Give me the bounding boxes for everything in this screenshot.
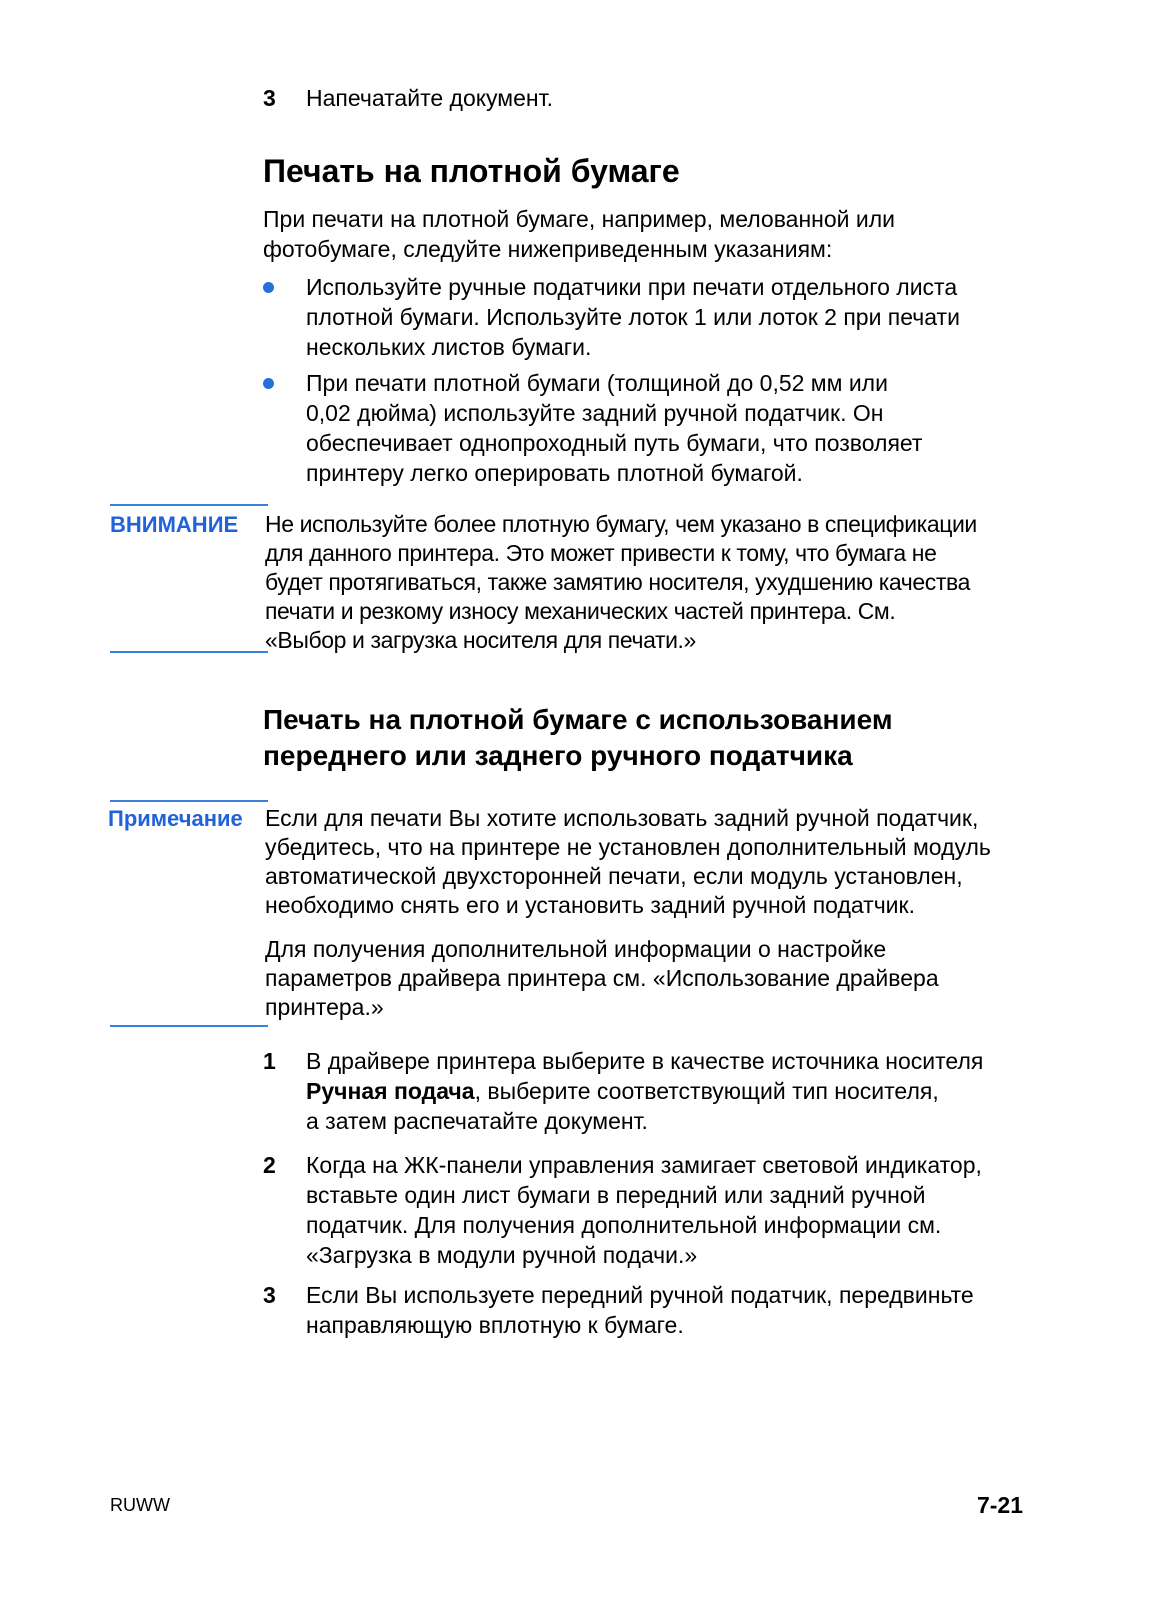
intro-paragraph: При печати на плотной бумаге, например, мелованной или фотобумаге, следуйте нижеприведенным указаниям: xyxy=(263,206,895,262)
note-top-rule xyxy=(110,800,268,802)
bullet-item: Используйте ручные податчики при печати отдельного листа плотной бумаги. Используйте лоток 1 или лоток 2 при печати нескольких листов бумаги. xyxy=(306,274,960,360)
caution-bottom-rule xyxy=(110,651,268,653)
step-text: Если Вы используете передний ручной податчик, передвиньте направляющую вплотную к бумаге. xyxy=(306,1282,974,1338)
page-number: 7-21 xyxy=(976,1492,1023,1518)
step-number: 3 xyxy=(263,85,276,111)
step-text: Когда на ЖК-панели управления замигает световой индикатор, вставьте один лист бумаги в передний или задний ручной податчик. Для получения дополнительной информации см. «Загрузка в модули ручной подачи.» xyxy=(306,1152,982,1268)
step-text: Напечатайте документ. xyxy=(306,85,553,111)
caution-text: Не используйте более плотную бумагу, чем указано в спецификации для данного принтера. Это может привести к тому, что бумага не будет протягиваться, также замятию носителя, ухудшению качества печати и резкому износу механических частей принтера. См. «Выбор и загрузка носителя для печати.» xyxy=(265,511,977,653)
section-heading: Печать на плотной бумаге xyxy=(263,153,680,189)
note-label: Примечание xyxy=(108,806,243,831)
section-heading: Печать на плотной бумаге с использованием переднего или заднего ручного податчика xyxy=(263,704,893,771)
caution-top-rule xyxy=(110,504,268,506)
step-text: В драйвере принтера выберите в качестве источника носителя Ручная подача, выберите соответствующий тип носителя, а затем распечатайте документ. xyxy=(306,1048,984,1134)
footer-label: RUWW xyxy=(110,1495,170,1515)
note-bottom-rule xyxy=(110,1025,268,1027)
step-number: 2 xyxy=(263,1152,276,1178)
step-number: 3 xyxy=(263,1282,276,1308)
note-paragraph: Если для печати Вы хотите использовать задний ручной податчик, убедитесь, что на принтере не установлен дополнительный модуль автоматической двухсторонней печати, если модуль установлен, необходимо снять его и установить задний ручной податчик. xyxy=(265,805,991,918)
step-number: 1 xyxy=(263,1048,276,1074)
note-paragraph: Для получения дополнительной информации о настройке параметров драйвера принтера см. «Использование драйвера принтера.» xyxy=(265,936,939,1020)
bullet-item: При печати плотной бумаги (толщиной до 0,52 мм или 0,02 дюйма) используйте задний ручной податчик. Он обеспечивает однопроходный путь бумаги, что позволяет принтеру легко оперировать плотной бумагой. xyxy=(306,370,923,486)
caution-label: ВНИМАНИЕ xyxy=(110,512,239,537)
bullet-icon xyxy=(263,378,274,389)
bullet-icon xyxy=(263,282,274,293)
